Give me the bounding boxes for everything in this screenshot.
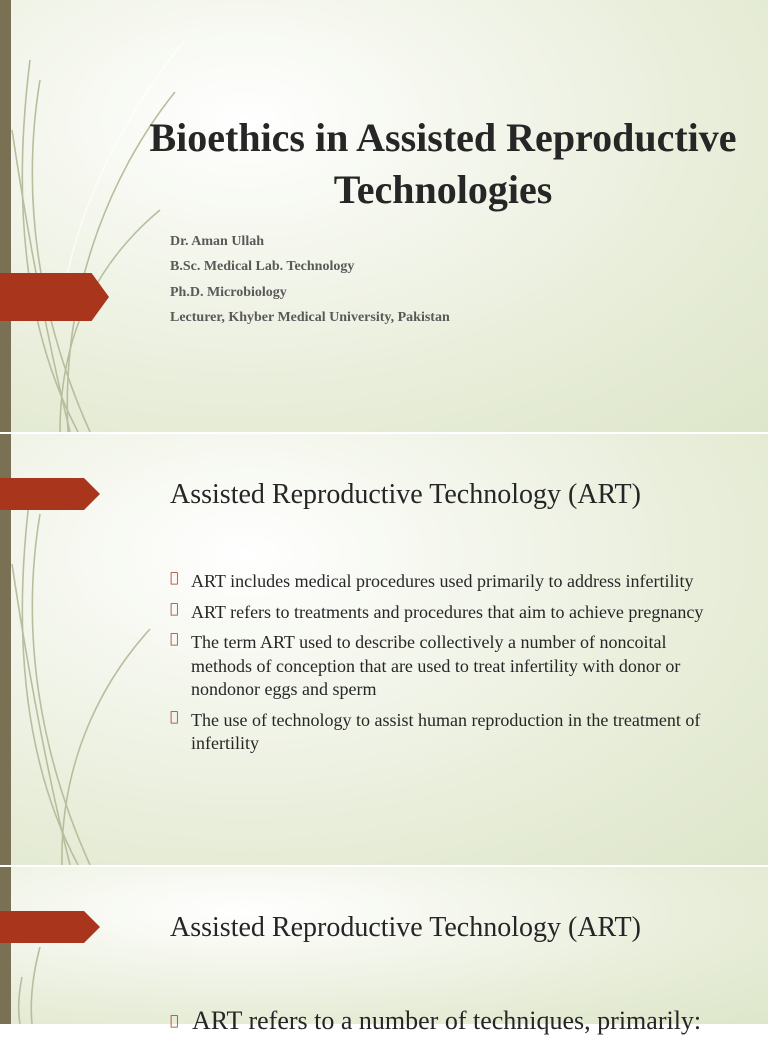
bullet-icon: [170, 598, 178, 622]
bullet-text: ART refers to a number of techniques, primarily:: [192, 1006, 702, 1035]
author-phd: Ph.D. Microbiology: [170, 284, 287, 300]
author-info: [170, 229, 450, 331]
accent-arrow-tab: [0, 478, 100, 510]
list-item: [170, 601, 730, 625]
author-degree: B.Sc. Medical Lab. Technology: [170, 259, 355, 275]
bullet-icon: [170, 706, 178, 730]
author-position: Lecturer, Khyber Medical University, Pakistan: [170, 310, 450, 326]
bullet-text: ART refers to treatments and procedures that aim to achieve pregnancy: [191, 601, 704, 622]
slide-heading: Assisted Reproductive Technology (ART): [170, 912, 641, 943]
bullet-list: [170, 1004, 730, 1045]
slide-heading: Assisted Reproductive Technology (ART): [170, 479, 641, 510]
content-slide-partial: [0, 867, 768, 1024]
decorative-swirl: [0, 0, 200, 432]
decorative-swirl: [0, 867, 200, 1024]
author-name: Dr. Aman Ullah: [170, 234, 265, 249]
list-item: [170, 709, 730, 756]
bullet-icon: [170, 628, 178, 652]
list-item: [170, 570, 730, 594]
accent-arrow-tab: [0, 273, 109, 321]
bullet-icon: [170, 567, 178, 591]
page-title: Bioethics in Assisted Reproductive Technologies: [149, 115, 737, 212]
title-slide: [0, 0, 768, 432]
accent-arrow-tab: [0, 911, 100, 943]
bullet-text: The term ART used to describe collectively a number of noncoital methods of conception that are used to treat infertility with donor or nondonor eggs and sperm: [191, 632, 681, 699]
bullet-text: The use of technology to assist human reproduction in the treatment of infertility: [191, 709, 701, 753]
list-item: [170, 1004, 730, 1038]
bullet-icon: [170, 1004, 178, 1038]
list-item: [170, 631, 730, 702]
bullet-text: ART includes medical procedures used primarily to address infertility: [191, 571, 694, 591]
bullet-list: [170, 570, 730, 763]
